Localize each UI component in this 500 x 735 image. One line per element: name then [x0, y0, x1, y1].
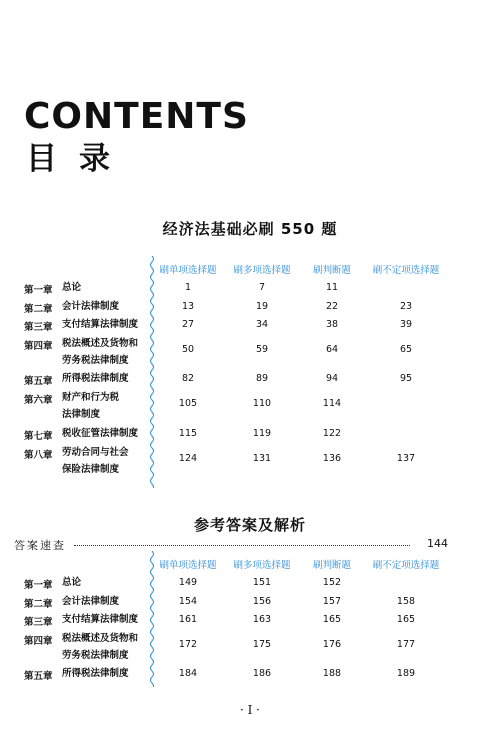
page-ref[interactable]: 95 — [399, 373, 413, 384]
column-header: 刷判断题 — [312, 265, 351, 276]
chapter-number: 第五章 — [24, 376, 53, 387]
chapter-name-line: 劳务税法律制度 — [62, 355, 129, 366]
chapter-name — [62, 335, 138, 369]
answer-quick-lookup-label: 答案速查 — [14, 539, 66, 552]
chapter-name-line: 会计法律制度 — [62, 301, 120, 312]
page-ref[interactable]: 50 — [181, 344, 195, 355]
chapter-name-line: 税法概述及货物和 — [62, 633, 139, 644]
chapter-number: 第一章 — [24, 580, 53, 591]
page-ref[interactable]: 38 — [325, 319, 339, 330]
page-ref[interactable]: 119 — [252, 428, 272, 439]
page-ref[interactable]: 152 — [322, 577, 342, 588]
toc-row[interactable] — [0, 447, 500, 481]
chapter-number: 第三章 — [24, 322, 53, 333]
chapter-name — [62, 279, 81, 296]
page-ref[interactable]: 176 — [322, 639, 342, 650]
page-ref[interactable]: 59 — [255, 344, 269, 355]
page-ref[interactable]: 165 — [396, 614, 416, 625]
mulu-title: 目录 — [26, 141, 132, 177]
chapter-name-line: 财产和行为税 — [62, 392, 120, 403]
page-ref[interactable]: 184 — [178, 668, 198, 679]
page-ref[interactable]: 186 — [252, 668, 272, 679]
page-ref[interactable]: 154 — [178, 596, 198, 607]
toc-row[interactable] — [0, 392, 500, 426]
chapter-name-line: 总论 — [62, 282, 82, 293]
chapter-number: 第四章 — [24, 341, 53, 352]
chapter-name-line: 劳动合同与社会 — [62, 447, 129, 458]
toc-row[interactable] — [0, 668, 500, 686]
page-ref[interactable]: 161 — [178, 614, 198, 625]
page-ref[interactable]: 136 — [322, 453, 342, 464]
column-header: 刷不定项选择题 — [372, 560, 440, 571]
chapter-name-line: 税收征管法律制度 — [62, 428, 139, 439]
page-ref[interactable]: 177 — [396, 639, 416, 650]
toc-row[interactable] — [0, 633, 500, 667]
chapter-number: 第四章 — [24, 636, 53, 647]
page-ref[interactable]: 110 — [252, 398, 272, 409]
page-ref[interactable]: 131 — [252, 453, 272, 464]
chapter-number: 第六章 — [24, 395, 53, 406]
page-ref[interactable]: 188 — [322, 668, 342, 679]
page-number: · I · — [240, 703, 260, 717]
chapter-name-line: 劳务税法律制度 — [62, 650, 129, 661]
chapter-name — [62, 611, 138, 628]
page-ref[interactable]: 7 — [258, 282, 266, 293]
chapter-name — [62, 665, 129, 682]
page-ref[interactable]: 11 — [325, 282, 339, 293]
page-ref[interactable]: 158 — [396, 596, 416, 607]
page-ref[interactable]: 156 — [252, 596, 272, 607]
chapter-name-line: 保险法律制度 — [62, 464, 120, 475]
chapter-name — [62, 389, 119, 423]
answer-quick-lookup-page: 144 — [427, 537, 448, 550]
chapter-number: 第二章 — [24, 304, 53, 315]
page-ref[interactable]: 165 — [322, 614, 342, 625]
page-ref[interactable]: 19 — [255, 301, 269, 312]
chapter-name — [62, 593, 119, 610]
chapter-number: 第七章 — [24, 431, 53, 442]
column-header: 刷多项选择题 — [233, 265, 291, 276]
page-ref[interactable]: 22 — [325, 301, 339, 312]
page-ref[interactable]: 27 — [181, 319, 195, 330]
chapter-name-line: 支付结算法律制度 — [62, 319, 139, 330]
section1-title: 经济法基础必刷 550 题 — [162, 220, 338, 238]
leader-dots — [74, 545, 410, 546]
chapter-name — [62, 444, 129, 478]
page-ref[interactable]: 163 — [252, 614, 272, 625]
chapter-name — [62, 630, 138, 664]
page-ref[interactable]: 137 — [396, 453, 416, 464]
page-ref[interactable]: 13 — [181, 301, 195, 312]
chapter-name-line: 法律制度 — [62, 409, 101, 420]
column-header: 刷多项选择题 — [233, 560, 291, 571]
page-ref[interactable]: 64 — [325, 344, 339, 355]
chapter-number: 第一章 — [24, 285, 53, 296]
page-ref[interactable]: 114 — [322, 398, 342, 409]
chapter-name — [62, 370, 129, 387]
page-ref[interactable]: 149 — [178, 577, 198, 588]
contents-title: CONTENTS — [24, 96, 249, 137]
page-ref[interactable]: 172 — [178, 639, 198, 650]
page-ref[interactable]: 189 — [396, 668, 416, 679]
chapter-name — [62, 425, 138, 442]
column-header: 刷单项选择题 — [159, 560, 217, 571]
page-ref[interactable]: 39 — [399, 319, 413, 330]
page-ref[interactable]: 122 — [322, 428, 342, 439]
section2-title: 参考答案及解析 — [193, 516, 306, 534]
page-ref[interactable]: 94 — [325, 373, 339, 384]
chapter-name-line: 所得税法律制度 — [62, 373, 129, 384]
page-ref[interactable]: 82 — [181, 373, 195, 384]
column-header: 刷单项选择题 — [159, 265, 217, 276]
answer-quick-lookup-row[interactable] — [14, 537, 454, 551]
page-ref[interactable]: 89 — [255, 373, 269, 384]
page-ref[interactable]: 1 — [184, 282, 192, 293]
page-ref[interactable]: 124 — [178, 453, 198, 464]
page-ref[interactable]: 175 — [252, 639, 272, 650]
column-header: 刷判断题 — [312, 560, 351, 571]
chapter-name-line: 税法概述及货物和 — [62, 338, 139, 349]
chapter-number: 第二章 — [24, 599, 53, 610]
page-ref[interactable]: 115 — [178, 428, 198, 439]
chapter-name — [62, 298, 119, 315]
page-ref[interactable]: 23 — [399, 301, 413, 312]
chapter-name-line: 支付结算法律制度 — [62, 614, 139, 625]
page-ref[interactable]: 34 — [255, 319, 269, 330]
chapter-number: 第八章 — [24, 450, 53, 461]
page-ref[interactable]: 105 — [178, 398, 198, 409]
toc-row[interactable] — [0, 338, 500, 372]
page-ref[interactable]: 151 — [252, 577, 272, 588]
chapter-number: 第五章 — [24, 671, 53, 682]
chapter-name — [62, 574, 81, 591]
page-ref[interactable]: 65 — [399, 344, 413, 355]
chapter-name-line: 会计法律制度 — [62, 596, 120, 607]
page-ref[interactable]: 157 — [322, 596, 342, 607]
chapter-number: 第三章 — [24, 617, 53, 628]
column-header: 刷不定项选择题 — [372, 265, 440, 276]
chapter-name — [62, 316, 138, 333]
chapter-name-line: 所得税法律制度 — [62, 668, 129, 679]
chapter-name-line: 总论 — [62, 577, 82, 588]
